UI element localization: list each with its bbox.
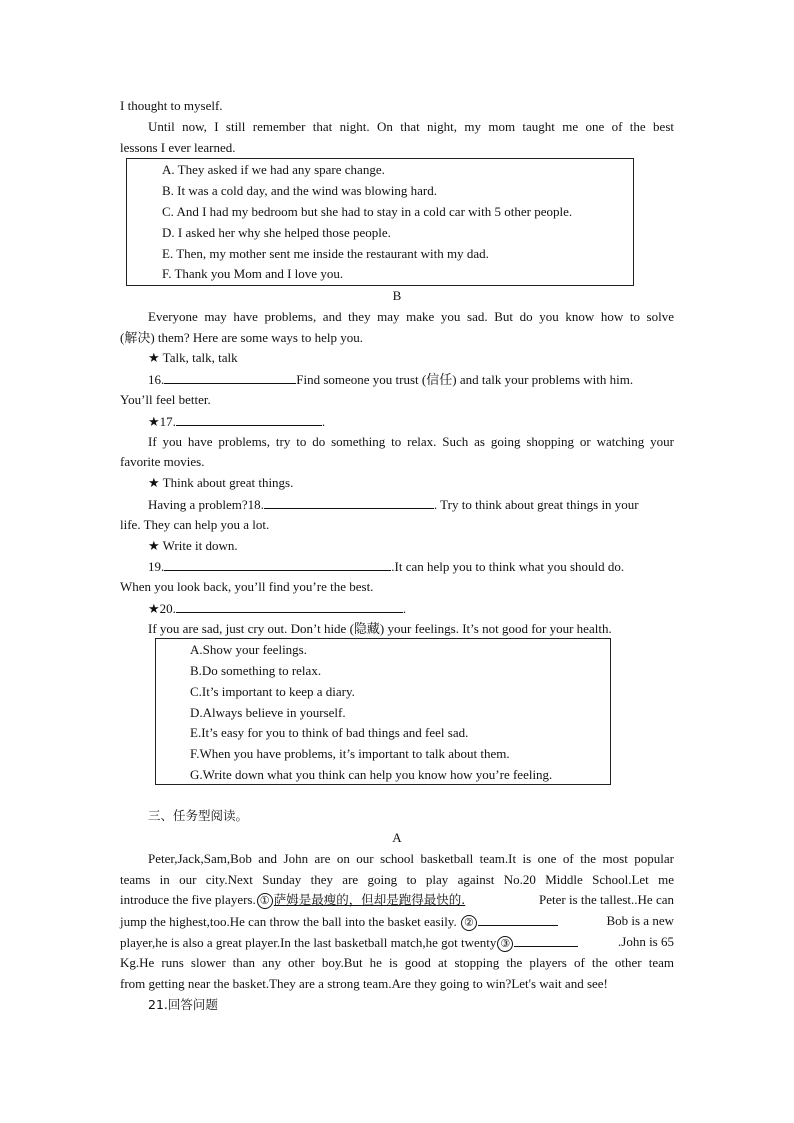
passage-line: I thought to myself. — [120, 98, 223, 113]
question-text: Find someone you trust (信任) and talk your problems with him. — [296, 372, 634, 387]
passage-line: Until now, I still remember that night. On that night, my mom taught me one of the best — [148, 119, 674, 134]
section-label-a: A — [392, 830, 402, 845]
passage-text: player,he is also a great player.In the last basketball match,he got twenty — [120, 935, 497, 950]
period: . — [402, 601, 407, 616]
question-number: 16. — [148, 372, 165, 387]
question-number: ★17. — [148, 414, 176, 429]
question-number: 19. — [148, 559, 165, 574]
option-item: G.Write down what you think can help you know how you’re feeling. — [190, 767, 553, 782]
option-item: A. They asked if we had any spare change. — [162, 162, 385, 177]
body-line: favorite movies. — [120, 454, 205, 469]
passage-line: lessons I ever learned. — [120, 140, 236, 155]
translation-sentence: 萨姆是最瘦的，但却是跑得最快的. — [273, 892, 466, 907]
option-item: F. Thank you Mom and I love you. — [162, 266, 344, 281]
section-label-b: B — [392, 288, 402, 303]
question-19 — [148, 557, 624, 576]
body-line: If you are sad, just cry out. Don’t hide (隐藏) your feelings. It’s not good for your health. — [148, 621, 612, 636]
option-item: A.Show your feelings. — [190, 642, 307, 657]
circled-number-3: ③ — [497, 936, 513, 952]
question-18 — [148, 495, 639, 514]
passage-line: teams in our city.Next Sunday they are going to play against No.20 Middle School.Let me — [120, 872, 674, 887]
section-heading: 三、任务型阅读。 — [148, 808, 249, 823]
question-label: 21.回答问题 — [148, 997, 218, 1012]
option-item: E.It’s easy for you to think of bad things and feel sad. — [190, 725, 469, 740]
answer-blank-19[interactable] — [164, 557, 391, 571]
passage-text: Bob is a new — [606, 913, 674, 928]
body-line: If you have problems, try to do something to relax. Such as going shopping or watching your — [148, 434, 674, 449]
passage-line: Peter,Jack,Sam,Bob and John are on our school basketball team.It is one of the most popular — [148, 851, 674, 866]
answer-blank-16[interactable] — [164, 370, 296, 384]
question-continuation: life. They can help you a lot. — [120, 517, 270, 532]
question-number: ★20. — [148, 601, 176, 616]
subheading: ★ Think about great things. — [148, 475, 294, 490]
question-text: . Try to think about great things in your — [433, 497, 639, 512]
option-item: B. It was a cold day, and the wind was blowing hard. — [162, 183, 437, 198]
option-item: E. Then, my mother sent me inside the restaurant with my dad. — [162, 246, 489, 261]
intro-line: (解决) them? Here are some ways to help you. — [120, 330, 363, 345]
question-20 — [148, 599, 406, 618]
passage-text: Peter is the tallest..He can — [538, 892, 674, 907]
question-continuation: When you look back, you’ll find you’re the best. — [120, 579, 374, 594]
answer-blank-17[interactable] — [176, 412, 322, 426]
passage-text: introduce the five players. — [120, 892, 256, 907]
period: . — [321, 414, 326, 429]
passage-line-3 — [120, 891, 674, 909]
passage-line-5 — [120, 933, 674, 952]
passage-line: from getting near the basket.They are a strong team.Are they going to win?Let's wait and see! — [120, 976, 608, 991]
option-item: D.Always believe in yourself. — [190, 705, 346, 720]
question-16 — [148, 370, 633, 389]
passage-line-4 — [120, 912, 674, 931]
question-17 — [148, 412, 325, 431]
option-item: D. I asked her why she helped those people. — [162, 225, 391, 240]
passage-text: jump the highest,too.He can throw the ball into the basket easily. — [120, 914, 457, 929]
passage-text: .John is 65 — [618, 934, 674, 949]
circled-number-2: ② — [461, 915, 477, 931]
question-continuation: You’ll feel better. — [120, 392, 211, 407]
option-item: C. And I had my bedroom but she had to stay in a cold car with 5 other people. — [162, 204, 573, 219]
question-21 — [148, 996, 218, 1014]
option-item: C.It’s important to keep a diary. — [190, 684, 355, 699]
option-item: B.Do something to relax. — [190, 663, 322, 678]
passage-line: Kg.He runs slower than any other boy.But he is good at stopping the players of the other team — [120, 955, 674, 970]
question-text: .It can help you to think what you should do. — [391, 559, 625, 574]
circled-number-1: ① — [257, 893, 273, 909]
answer-blank-18[interactable] — [264, 495, 434, 509]
answer-blank-3[interactable] — [514, 933, 578, 947]
answer-blank-2[interactable] — [478, 912, 558, 926]
answer-blank-20[interactable] — [176, 599, 403, 613]
intro-line: Everyone may have problems, and they may make you sad. But do you know how to solve — [148, 309, 674, 324]
subheading: ★ Talk, talk, talk — [148, 350, 238, 365]
question-number: Having a problem?18. — [148, 497, 264, 512]
subheading: ★ Write it down. — [148, 538, 238, 553]
option-item: F.When you have problems, it’s important to talk about them. — [190, 746, 510, 761]
